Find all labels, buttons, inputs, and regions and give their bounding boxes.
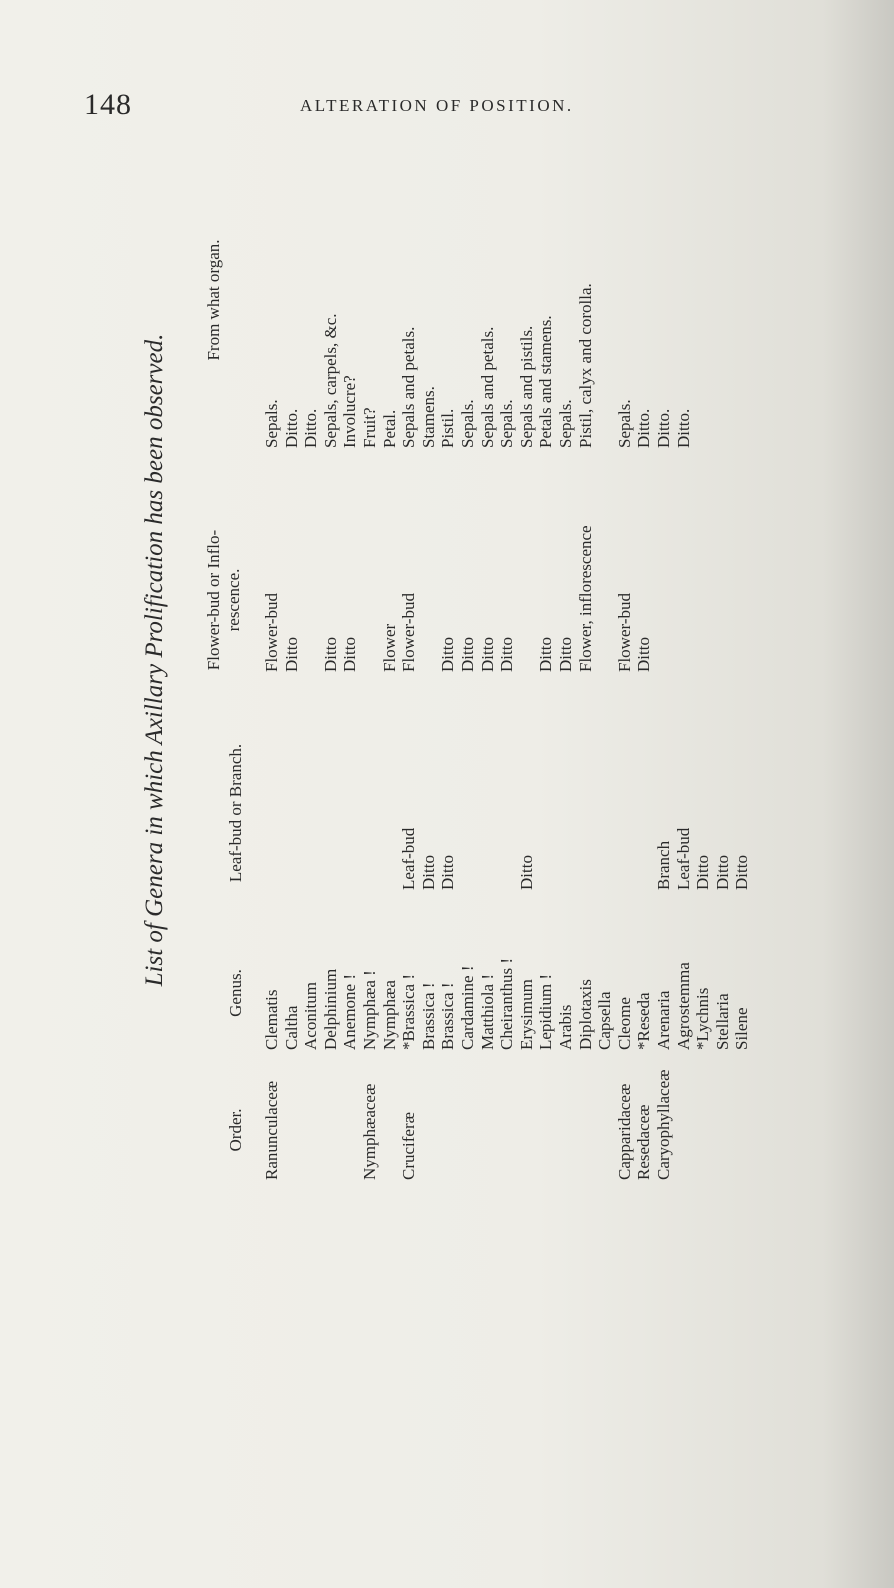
organ-cell: Ditto.	[281, 408, 301, 448]
organ-cell: Ditto.	[654, 408, 673, 448]
leaf-bud-cell: Branch	[654, 840, 673, 890]
flower-bud-cell: Ditto	[340, 637, 360, 672]
flower-bud-cell: Ditto	[477, 637, 497, 672]
organ-cell: Sepals.	[458, 399, 477, 448]
genus-cell: Lepidium !	[536, 973, 556, 1050]
organ-cell: Stamens.	[418, 386, 438, 448]
flower-bud-cell: Flower-bud	[614, 593, 634, 672]
organ-cell: Petal.	[379, 409, 399, 448]
leaf-bud-cell: Ditto	[712, 855, 732, 890]
header-flower-bud-line2: rescence.	[224, 568, 243, 632]
genus-cell: Erysimum	[516, 979, 536, 1050]
page-number: 148	[84, 88, 132, 121]
leaf-bud-cell: Ditto	[516, 855, 536, 890]
flower-bud-cell: Ditto	[281, 637, 301, 672]
flower-bud-cell: Flower-bud	[262, 593, 281, 672]
leaf-bud-cell: Ditto	[693, 855, 713, 890]
genus-cell: Agrostemma	[673, 962, 693, 1050]
organ-cell: Pistil.	[438, 408, 458, 448]
organ-cell: Sepals.	[497, 399, 517, 448]
organ-cell: Sepals, carpels, &c.	[320, 313, 340, 448]
genus-cell: Nymphæa	[379, 980, 399, 1050]
flower-bud-cell: Ditto	[458, 637, 477, 672]
table-title: List of Genera in which Axillary Prolification has been observed.	[141, 333, 168, 987]
genus-cell: Cheiranthus !	[497, 957, 517, 1050]
genus-cell: Brassica !	[438, 982, 458, 1050]
running-head: ALTERATION OF POSITION.	[300, 96, 574, 115]
organ-cell: Fruit?	[360, 407, 379, 448]
genus-cell: Cardamine !	[458, 965, 477, 1050]
organ-cell: Sepals.	[556, 399, 575, 448]
organ-cell: Sepals and petals.	[477, 326, 497, 448]
genus-cell: Arabis	[556, 1004, 575, 1050]
genus-cell: Matthiola !	[477, 973, 497, 1050]
genus-cell: *Brassica !	[399, 973, 419, 1050]
genus-cell: *Reseda	[634, 992, 654, 1050]
genus-cell: Arenaria	[654, 990, 673, 1050]
genus-cell: *Lychnis	[693, 987, 713, 1050]
order-cell: Cruciferæ	[399, 1112, 419, 1180]
flower-bud-cell: Ditto	[438, 637, 458, 672]
organ-cell: Sepals and petals.	[399, 326, 419, 448]
order-cell: Caryophyllaceæ	[654, 1069, 673, 1180]
genus-cell: Capsella	[595, 991, 615, 1050]
organ-cell: Ditto.	[301, 408, 321, 448]
organ-cell: Sepals.	[262, 399, 281, 448]
organ-cell: Sepals and pistils.	[516, 325, 536, 448]
leaf-bud-cell: Leaf-bud	[673, 827, 693, 890]
flower-bud-cell: Flower	[379, 623, 399, 672]
genus-cell: Silene	[732, 1007, 752, 1050]
genus-cell: Diplotaxis	[575, 979, 595, 1050]
genus-cell: Cleome	[614, 997, 634, 1050]
flower-bud-cell: Ditto	[320, 637, 340, 672]
flower-bud-cell: Flower, inflorescence	[575, 525, 595, 672]
genus-cell: Nymphæa !	[360, 970, 379, 1050]
leaf-bud-cell: Ditto	[418, 855, 438, 890]
flower-bud-cell: Ditto	[536, 637, 556, 672]
genus-cell: Aconitum	[301, 982, 321, 1050]
flower-bud-cell: Ditto	[497, 637, 517, 672]
organ-cell: Involucre?	[340, 375, 360, 448]
genus-cell: Caltha	[281, 1005, 301, 1050]
rotated-table	[140, 130, 780, 1190]
genus-cell: Delphinium	[320, 968, 340, 1050]
genus-cell: Brassica !	[418, 982, 438, 1050]
order-cell: Ranunculaceæ	[262, 1080, 281, 1180]
flower-bud-cell: Ditto	[556, 637, 575, 672]
flower-bud-cell: Flower-bud	[399, 593, 419, 672]
organ-cell: Petals and stamens.	[536, 315, 556, 448]
leaf-bud-cell: Leaf-bud	[399, 827, 419, 890]
leaf-bud-cell: Ditto	[732, 855, 752, 890]
organ-cell: Pistil, calyx and corolla.	[575, 283, 595, 448]
organ-cell: Ditto.	[634, 408, 654, 448]
header-leaf-bud: Leaf-bud or Branch.	[226, 743, 245, 883]
header-genus: Genus.	[226, 969, 245, 1017]
header-order: Order.	[226, 1108, 245, 1152]
order-cell: Resedaceæ	[634, 1104, 654, 1180]
leaf-bud-cell: Ditto	[438, 855, 458, 890]
organ-cell: Sepals.	[614, 399, 634, 448]
genus-cell: Anemone !	[340, 973, 360, 1050]
organ-cell: Ditto.	[673, 408, 693, 448]
order-cell: Nymphæaceæ	[360, 1083, 379, 1180]
header-organ: From what organ.	[204, 239, 223, 361]
genus-cell: Stellaria	[712, 993, 732, 1050]
header-flower-bud-line1: Flower-bud or Inflo-	[204, 529, 223, 671]
order-cell: Capparidaceæ	[614, 1083, 634, 1180]
flower-bud-cell: Ditto	[634, 637, 654, 672]
genus-cell: Clematis	[262, 989, 281, 1050]
